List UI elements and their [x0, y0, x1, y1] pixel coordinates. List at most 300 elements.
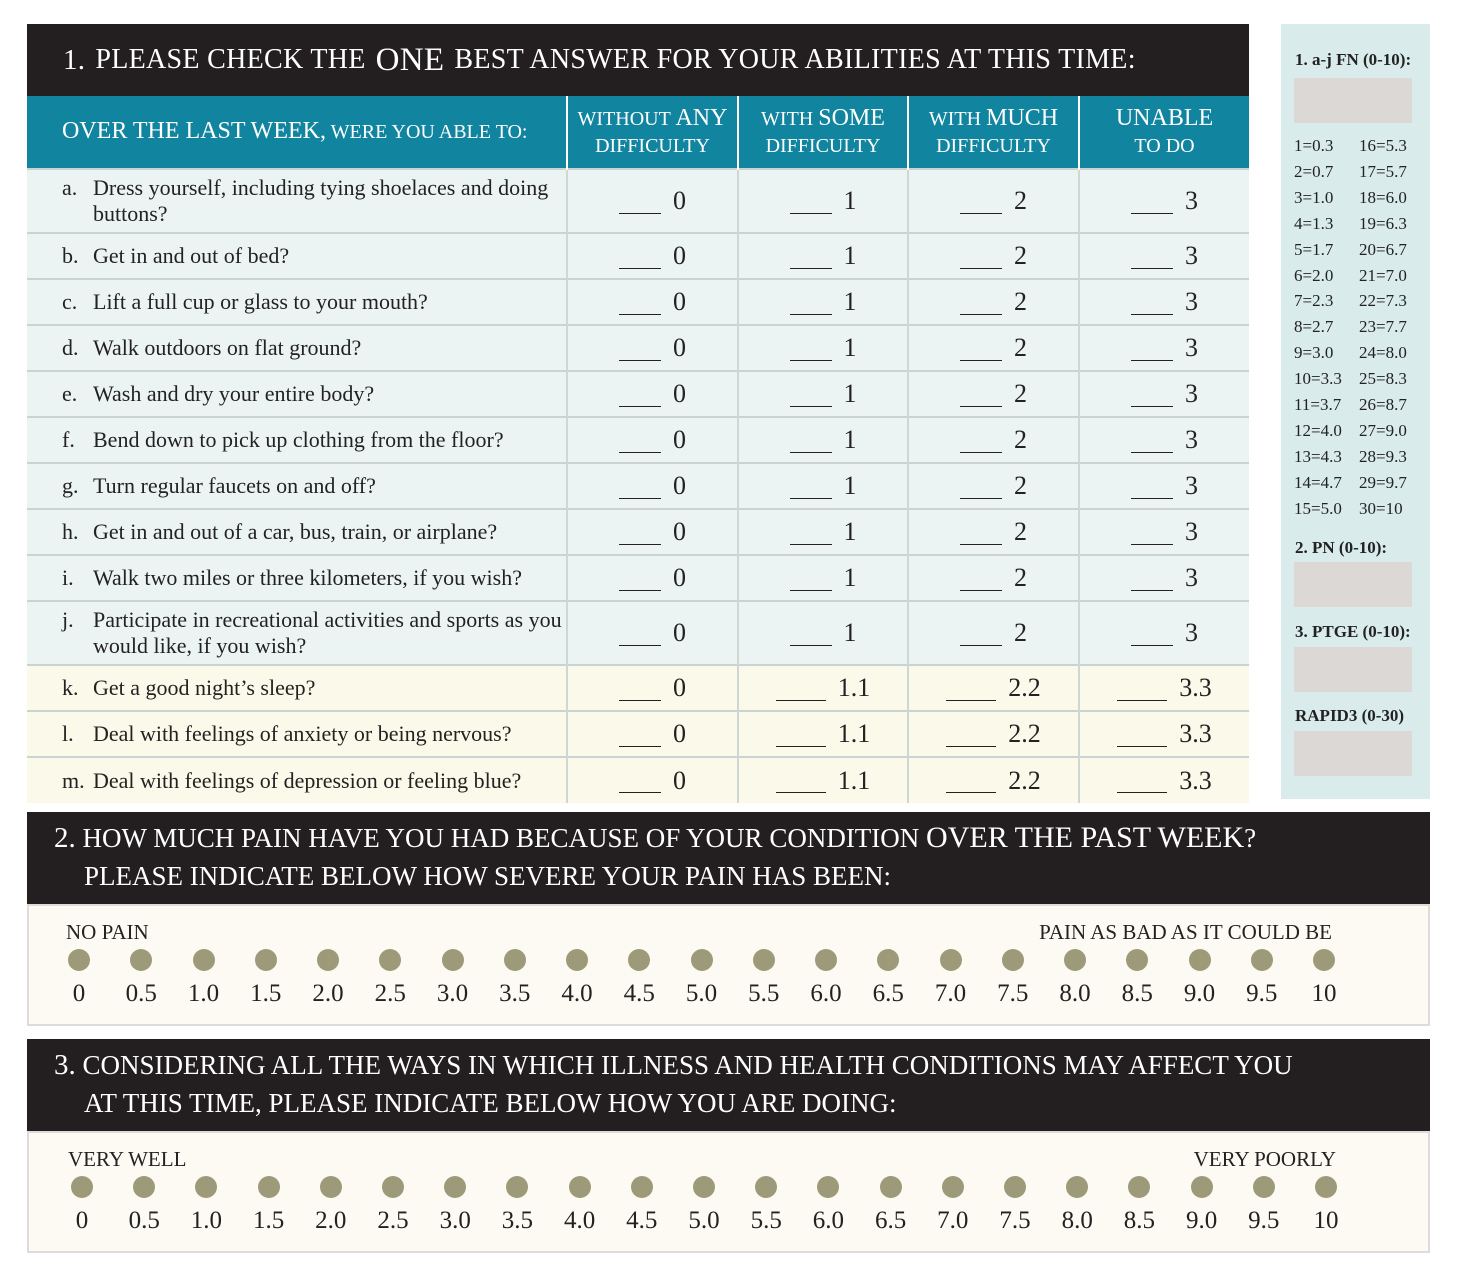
section1-title-post: BEST ANSWER FOR YOUR ABILITIES AT THIS TIME:: [454, 44, 1136, 75]
global-scale-dot[interactable]: [1253, 1176, 1275, 1198]
question-letter: k.: [62, 675, 79, 700]
answer-score: 1: [843, 425, 857, 454]
answer-blank[interactable]: [619, 726, 661, 747]
answer-option[interactable]: [908, 325, 1079, 371]
pain-scale-value: 5.0: [685, 980, 718, 1007]
pain-scale-dot[interactable]: [628, 949, 650, 971]
answer-score: 0: [673, 673, 686, 702]
question-letter: d.: [62, 335, 79, 360]
answer-blank[interactable]: [946, 680, 996, 701]
answer-score: 3.3: [1179, 719, 1212, 748]
answer-option[interactable]: [1079, 325, 1249, 371]
answer-option[interactable]: [567, 601, 738, 665]
answer-blank[interactable]: [790, 432, 832, 453]
pain-scale-dot[interactable]: [815, 949, 837, 971]
question-cell: [27, 417, 567, 463]
question-text: Get in and out of bed?: [93, 243, 290, 268]
answer-blank[interactable]: [790, 524, 832, 545]
answer-blank[interactable]: [960, 248, 1002, 269]
answer-option[interactable]: [1079, 279, 1249, 325]
conversion-left: 11=3.7: [1294, 395, 1342, 415]
conversion-row: [1294, 237, 1407, 263]
global-scale-dot[interactable]: [1315, 1176, 1337, 1198]
question-text: Wash and dry your entire body?: [93, 381, 375, 406]
answer-blank[interactable]: [619, 294, 661, 315]
col1-pre: WITHOUT: [577, 107, 671, 130]
answer-blank[interactable]: [1117, 680, 1167, 701]
global-scale-dot[interactable]: [133, 1176, 155, 1198]
answer-blank[interactable]: [619, 680, 661, 701]
global-scale-value: 4.5: [626, 1207, 658, 1234]
conversion-left: 5=1.7: [1294, 239, 1334, 259]
answer-option[interactable]: [567, 711, 738, 757]
pain-scale-value: 2.5: [374, 980, 406, 1007]
conversion-right: 25=8.3: [1359, 369, 1407, 389]
ptge-score-box[interactable]: [1294, 647, 1412, 692]
conversion-right: 21=7.0: [1359, 265, 1407, 285]
answer-option[interactable]: [1079, 233, 1249, 279]
col2-pre: WITH: [761, 107, 814, 130]
answer-blank[interactable]: [946, 726, 996, 747]
global-scale-dot[interactable]: [195, 1176, 217, 1198]
answer-blank[interactable]: [619, 478, 661, 499]
conversion-right: 17=5.7: [1359, 161, 1407, 181]
answer-blank[interactable]: [790, 340, 832, 361]
answer-option[interactable]: [908, 555, 1079, 601]
section2-number: 2.: [54, 822, 76, 854]
answer-score: 3: [1185, 618, 1198, 647]
conversion-row: [1294, 366, 1407, 392]
pain-scale-dot[interactable]: [1251, 949, 1273, 971]
answer-blank[interactable]: [960, 386, 1002, 407]
global-scale-high-label: VERY POORLY: [1193, 1147, 1336, 1171]
answer-score: 0: [673, 425, 686, 454]
pain-scale-dot[interactable]: [193, 949, 215, 971]
answer-option[interactable]: [738, 757, 908, 803]
section2-line2: PLEASE INDICATE BELOW HOW SEVERE YOUR PAIN HAS BEEN:: [84, 861, 892, 891]
answer-blank[interactable]: [790, 478, 832, 499]
question-row: [27, 279, 1249, 325]
rapid3-score-box[interactable]: [1294, 731, 1412, 776]
answer-blank[interactable]: [790, 625, 832, 646]
question-text: Turn regular faucets on and off?: [93, 473, 376, 498]
rapid3-score-label: RAPID3 (0-30): [1295, 706, 1405, 725]
answer-blank[interactable]: [619, 193, 661, 214]
global-scale-value: 4.0: [563, 1207, 596, 1234]
answer-blank[interactable]: [960, 625, 1002, 646]
answer-score: 2: [1014, 379, 1027, 408]
conversion-row: [1294, 314, 1407, 340]
pain-scale-dot[interactable]: [1313, 949, 1335, 971]
fn-score-box[interactable]: [1294, 78, 1412, 123]
answer-score: 3: [1185, 186, 1198, 215]
global-scale-dot[interactable]: [1128, 1176, 1150, 1198]
answer-blank[interactable]: [619, 524, 661, 545]
pn-score-box[interactable]: [1294, 562, 1412, 607]
conversion-left: 6=2.0: [1294, 265, 1334, 285]
conversion-row: [1294, 263, 1407, 289]
answer-option[interactable]: [908, 665, 1079, 711]
question-row: [27, 233, 1249, 279]
answer-option[interactable]: [908, 463, 1079, 509]
conversion-row: [1294, 418, 1407, 444]
col-header-unable: [1079, 96, 1249, 169]
global-scale-dot[interactable]: [1191, 1176, 1213, 1198]
answer-option[interactable]: [738, 665, 908, 711]
question-cell: [27, 169, 567, 233]
answer-blank[interactable]: [960, 294, 1002, 315]
col-header-with-some: [738, 96, 908, 169]
answer-blank[interactable]: [946, 772, 996, 793]
answer-option[interactable]: [738, 325, 908, 371]
conversion-left: 1=0.3: [1294, 136, 1334, 155]
col-header-with-much: [908, 96, 1079, 169]
answer-blank[interactable]: [1131, 193, 1173, 214]
answer-blank[interactable]: [790, 193, 832, 214]
answer-option[interactable]: [738, 509, 908, 555]
question-cell: [27, 555, 567, 601]
answer-option[interactable]: [1079, 509, 1249, 555]
answer-blank[interactable]: [619, 625, 661, 646]
answer-score: 1: [843, 563, 857, 592]
global-scale-dot[interactable]: [755, 1176, 777, 1198]
answer-blank[interactable]: [776, 772, 826, 793]
answer-option[interactable]: [738, 463, 908, 509]
answer-blank[interactable]: [619, 340, 661, 361]
pain-scale-dot[interactable]: [379, 949, 401, 971]
global-scale-low-label: VERY WELL: [68, 1147, 187, 1171]
col4-line2: TO DO: [1134, 134, 1195, 157]
answer-blank[interactable]: [960, 478, 1002, 499]
answer-option[interactable]: [1079, 417, 1249, 463]
pain-scale-low-label: NO PAIN: [66, 920, 149, 944]
answer-option[interactable]: [908, 509, 1079, 555]
answer-blank[interactable]: [619, 432, 661, 453]
col2-line2: DIFFICULTY: [765, 134, 881, 157]
section3-header: [27, 1039, 1430, 1131]
answer-blank[interactable]: [1131, 340, 1173, 361]
answer-option[interactable]: [567, 555, 738, 601]
answer-option[interactable]: [1079, 665, 1249, 711]
section1-title-emph: ONE: [375, 41, 445, 78]
pain-scale-value: 7.0: [934, 980, 967, 1007]
answer-option[interactable]: [738, 279, 908, 325]
answer-score: 0: [673, 517, 686, 546]
pain-scale-dot[interactable]: [566, 949, 588, 971]
answer-blank[interactable]: [1117, 726, 1167, 747]
question-text: Walk two miles or three kilometers, if you wish?: [93, 565, 522, 590]
global-scale-value: 9.0: [1185, 1207, 1218, 1234]
pain-scale-dot[interactable]: [1002, 949, 1024, 971]
answer-score: 2: [1014, 618, 1027, 647]
answer-option[interactable]: [567, 757, 738, 803]
global-scale-dot[interactable]: [506, 1176, 528, 1198]
global-scale-value: 2.0: [315, 1207, 347, 1234]
answer-blank[interactable]: [790, 248, 832, 269]
global-scale-dot[interactable]: [444, 1176, 466, 1198]
global-scale-dot[interactable]: [1004, 1176, 1026, 1198]
conversion-left: 8=2.7: [1294, 317, 1334, 337]
answer-option[interactable]: [567, 463, 738, 509]
pain-scale-dot[interactable]: [504, 949, 526, 971]
conversion-table: [1294, 133, 1407, 522]
conversion-row: [1294, 159, 1407, 185]
answer-option[interactable]: [738, 169, 908, 233]
global-scale-value: 5.5: [750, 1207, 782, 1234]
answer-option[interactable]: [567, 279, 738, 325]
global-scale-dot[interactable]: [1066, 1176, 1088, 1198]
conversion-left: 10=3.3: [1294, 369, 1342, 389]
question-row: [27, 555, 1249, 601]
pain-scale-value: 6.5: [872, 980, 904, 1007]
conversion-row: [1294, 444, 1407, 470]
global-scale-dot[interactable]: [320, 1176, 342, 1198]
conversion-right: 18=6.0: [1359, 187, 1407, 207]
pain-scale-value: 6.0: [810, 980, 842, 1007]
answer-blank[interactable]: [960, 340, 1002, 361]
conversion-right: 20=6.7: [1359, 239, 1407, 259]
answer-option[interactable]: [908, 417, 1079, 463]
section2-title-pre: HOW MUCH PAIN HAVE YOU HAD BECAUSE OF YOUR CONDITION: [82, 823, 920, 853]
answer-option[interactable]: [908, 371, 1079, 417]
pain-scale-value: 2.0: [312, 980, 344, 1007]
answer-score: 3: [1185, 563, 1198, 592]
answer-blank[interactable]: [1117, 772, 1167, 793]
section1-header: [27, 24, 1249, 96]
answer-blank[interactable]: [776, 726, 826, 747]
answer-option[interactable]: [1079, 169, 1249, 233]
question-cell: [27, 279, 567, 325]
global-scale-dot[interactable]: [382, 1176, 404, 1198]
answer-option[interactable]: [567, 233, 738, 279]
pain-scale-value: 4.5: [623, 980, 655, 1007]
answer-option[interactable]: [738, 371, 908, 417]
question-text: Lift a full cup or glass to your mouth?: [93, 289, 428, 314]
pain-scale-dot[interactable]: [940, 949, 962, 971]
global-scale-dot[interactable]: [817, 1176, 839, 1198]
answer-blank[interactable]: [1131, 432, 1173, 453]
scoring-sidebar: [1281, 24, 1430, 799]
col-header-question-rest: WERE YOU ABLE TO:: [330, 121, 528, 143]
global-scale-dot[interactable]: [631, 1176, 653, 1198]
section3-line1: [54, 1046, 1430, 1084]
global-scale-dot[interactable]: [569, 1176, 591, 1198]
answer-blank[interactable]: [1131, 524, 1173, 545]
question-row: [27, 509, 1249, 555]
answer-blank[interactable]: [619, 386, 661, 407]
pain-scale-dot[interactable]: [1064, 949, 1086, 971]
global-scale-value: 10: [1313, 1207, 1339, 1234]
answer-blank[interactable]: [960, 570, 1002, 591]
question-row: [27, 417, 1249, 463]
answer-score: 1: [843, 333, 857, 362]
answer-option[interactable]: [908, 711, 1079, 757]
conversion-left: 14=4.7: [1294, 472, 1342, 492]
answer-option[interactable]: [567, 169, 738, 233]
answer-option[interactable]: [738, 555, 908, 601]
answer-score: 0: [673, 379, 686, 408]
answer-score: 2: [1014, 287, 1027, 316]
answer-blank[interactable]: [790, 570, 832, 591]
section1-number: 1.: [63, 43, 86, 76]
abilities-table: [27, 96, 1249, 803]
answer-score: 2.2: [1008, 719, 1041, 748]
conversion-right: 19=6.3: [1359, 213, 1407, 233]
answer-option[interactable]: [1079, 757, 1249, 803]
question-letter: h.: [62, 519, 79, 544]
answer-score: 1: [843, 241, 857, 270]
pain-scale-dot[interactable]: [68, 949, 90, 971]
answer-option[interactable]: [738, 233, 908, 279]
answer-score: 2.2: [1008, 765, 1041, 795]
col-header-question-emph: OVER THE LAST WEEK,: [62, 118, 326, 144]
answer-option[interactable]: [1079, 711, 1249, 757]
answer-blank[interactable]: [1131, 478, 1173, 499]
conversion-left: 2=0.7: [1294, 161, 1334, 181]
question-text: Get a good night’s sleep?: [93, 675, 316, 700]
global-scale-value: 3.5: [501, 1207, 534, 1234]
question-cell: [27, 711, 567, 757]
pain-scale-dot[interactable]: [130, 949, 152, 971]
global-scale-dot[interactable]: [880, 1176, 902, 1198]
conversion-right: 16=5.3: [1359, 136, 1407, 155]
answer-option[interactable]: [908, 233, 1079, 279]
answer-blank[interactable]: [790, 386, 832, 407]
section3-line2: AT THIS TIME, PLEASE INDICATE BELOW HOW YOU ARE DOING:: [84, 1088, 897, 1118]
answer-option[interactable]: [738, 711, 908, 757]
answer-option[interactable]: [738, 417, 908, 463]
answer-score: 3: [1185, 287, 1198, 316]
answer-option[interactable]: [908, 279, 1079, 325]
answer-blank[interactable]: [619, 570, 661, 591]
answer-score: 3.3: [1179, 673, 1212, 702]
answer-option[interactable]: [567, 325, 738, 371]
question-letter: c.: [62, 289, 78, 314]
answer-score: 1.1: [837, 765, 871, 795]
answer-option[interactable]: [567, 371, 738, 417]
conversion-right: 22=7.3: [1359, 291, 1407, 311]
answer-blank[interactable]: [790, 294, 832, 315]
answer-score: 0: [673, 287, 686, 316]
answer-option[interactable]: [738, 601, 908, 665]
question-row: [27, 711, 1249, 757]
pain-scale-value: 3.5: [499, 980, 531, 1007]
answer-blank[interactable]: [1131, 570, 1173, 591]
answer-blank[interactable]: [960, 524, 1002, 545]
section1-title-pre: PLEASE CHECK THE: [95, 44, 366, 75]
answer-option[interactable]: [1079, 463, 1249, 509]
answer-option[interactable]: [908, 601, 1079, 665]
col3-pre: WITH: [928, 107, 982, 130]
answer-score: 2: [1014, 186, 1027, 215]
answer-blank[interactable]: [1131, 625, 1173, 646]
pain-scale-value: 4.0: [561, 980, 593, 1007]
conversion-right: 26=8.7: [1359, 395, 1407, 415]
conversion-left: 13=4.3: [1294, 446, 1342, 466]
question-row: [27, 463, 1249, 509]
global-scale-dot[interactable]: [258, 1176, 280, 1198]
answer-option[interactable]: [1079, 601, 1249, 665]
pain-scale-value: 3.0: [436, 980, 469, 1007]
question-cell: [27, 325, 567, 371]
answer-option[interactable]: [1079, 555, 1249, 601]
pain-scale-value: 0: [72, 980, 86, 1007]
conversion-right: 24=8.0: [1359, 343, 1407, 363]
answer-blank[interactable]: [619, 772, 661, 793]
conversion-right: 29=9.7: [1359, 472, 1407, 492]
answer-blank[interactable]: [960, 432, 1002, 453]
table-header-row: [27, 96, 1249, 169]
conversion-left: 9=3.0: [1294, 343, 1334, 363]
pain-scale-dot[interactable]: [691, 949, 713, 971]
answer-option[interactable]: [1079, 371, 1249, 417]
global-scale-value: 0.5: [128, 1207, 160, 1234]
pain-scale-value: 1.0: [187, 980, 220, 1007]
global-scale-value: 1.0: [190, 1207, 223, 1234]
pain-scale-dot[interactable]: [1126, 949, 1148, 971]
answer-option[interactable]: [567, 417, 738, 463]
question-letter: b.: [62, 243, 79, 268]
question-row: [27, 757, 1249, 803]
pain-scale-dot[interactable]: [255, 949, 277, 971]
pain-scale-dot[interactable]: [317, 949, 339, 971]
question-row: [27, 601, 1249, 665]
global-scale-dot[interactable]: [942, 1176, 964, 1198]
pain-scale-dot[interactable]: [1189, 949, 1211, 971]
question-letter: i.: [62, 565, 74, 590]
answer-blank[interactable]: [776, 680, 826, 701]
answer-blank[interactable]: [960, 193, 1002, 214]
answer-option[interactable]: [567, 665, 738, 711]
answer-option[interactable]: [567, 509, 738, 555]
answer-score: 3: [1185, 425, 1198, 454]
col3-line2: DIFFICULTY: [936, 134, 1051, 157]
conversion-row: [1294, 211, 1407, 237]
answer-blank[interactable]: [619, 248, 661, 269]
answer-score: 2: [1014, 471, 1027, 500]
conversion-left: 12=4.0: [1294, 420, 1342, 440]
question-text: Get in and out of a car, bus, train, or airplane?: [93, 519, 498, 544]
section2-title-post: ?: [1244, 823, 1257, 853]
answer-score: 3: [1185, 471, 1198, 500]
answer-score: 2: [1014, 563, 1027, 592]
answer-blank[interactable]: [1131, 248, 1173, 269]
pain-scale-value: 8.5: [1121, 980, 1153, 1007]
conversion-left: 3=1.0: [1294, 187, 1334, 207]
pain-scale-dot[interactable]: [442, 949, 464, 971]
answer-score: 2: [1014, 241, 1027, 270]
conversion-right: 27=9.0: [1359, 420, 1407, 440]
global-scale-dot[interactable]: [693, 1176, 715, 1198]
question-cell: [27, 509, 567, 555]
question-text: Walk outdoors on flat ground?: [93, 335, 362, 360]
answer-score: 1: [843, 379, 857, 408]
conversion-row: [1294, 340, 1407, 366]
conversion-left: 15=5.0: [1294, 498, 1342, 518]
conversion-row: [1294, 392, 1407, 418]
answer-blank[interactable]: [1131, 386, 1173, 407]
global-scale-dot[interactable]: [71, 1176, 93, 1198]
answer-blank[interactable]: [1131, 294, 1173, 315]
conversion-left: 7=2.3: [1294, 291, 1334, 311]
answer-score: 1: [843, 186, 857, 215]
answer-option[interactable]: [908, 757, 1079, 803]
pain-scale-dot[interactable]: [753, 949, 775, 971]
answer-option[interactable]: [908, 169, 1079, 233]
conversion-left: 4=1.3: [1294, 213, 1334, 233]
pain-scale-dot[interactable]: [877, 949, 899, 971]
question-letter: a.: [62, 175, 78, 200]
